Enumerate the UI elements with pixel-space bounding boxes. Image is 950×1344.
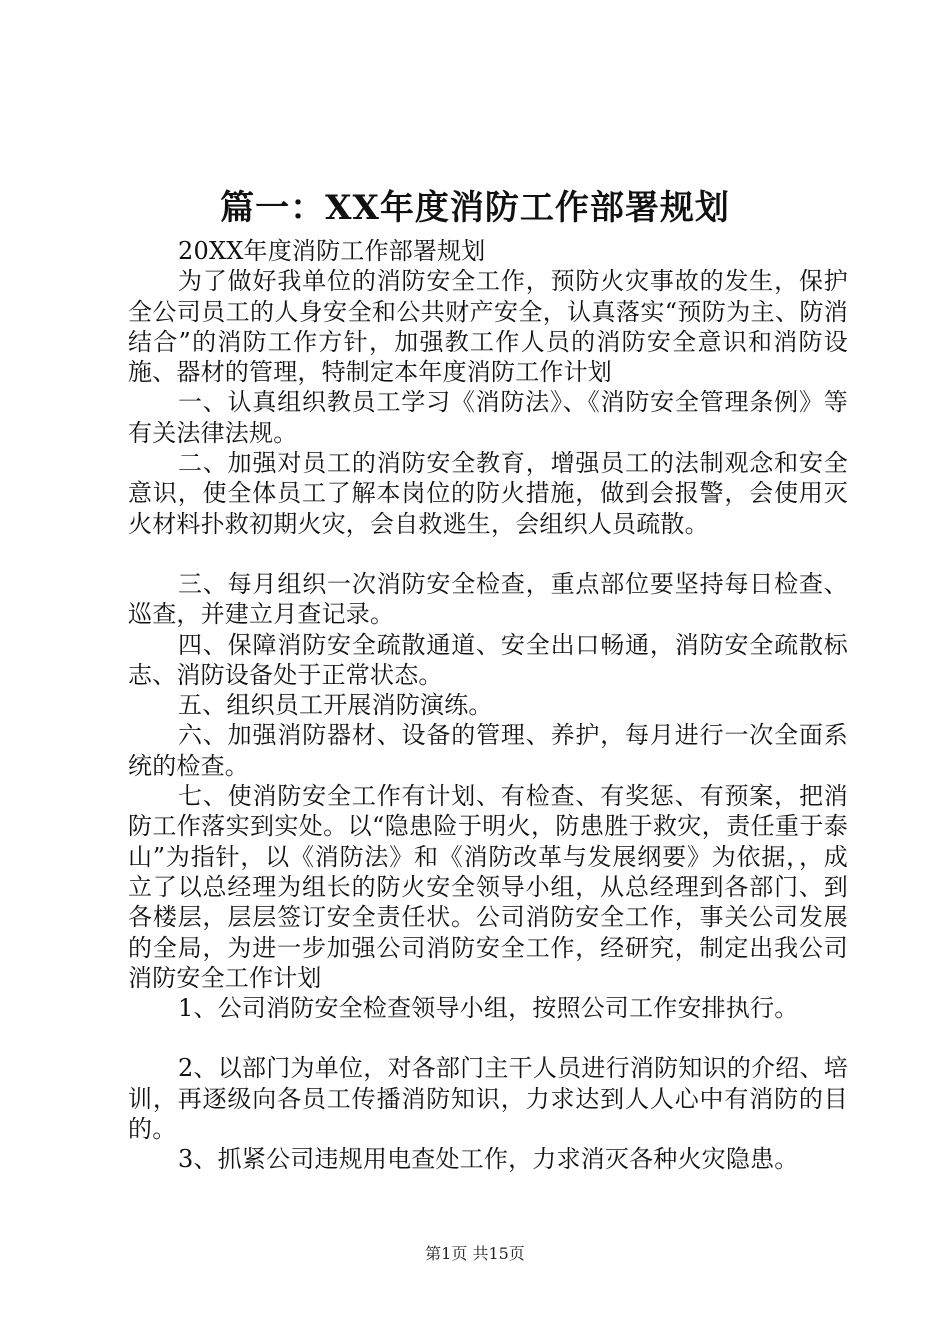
- item-5-paragraph: 五、组织员工开展消防演练。: [178, 691, 493, 720]
- plan-item-2-paragraph: 2、以部门为单位，对各部门主干人员进行消防知识的介绍、培训，再逐级向各员工传播消防知识，力求达到人人心中有消防的目的。: [128, 1054, 848, 1144]
- document-body: [128, 236, 848, 1175]
- item-1-paragraph: 一、认真组织教员工学习《消防法》、《消防安全管理条例》等有关法律法规。: [128, 388, 848, 447]
- item-6-paragraph: 六、加强消防器材、设备的管理、养护，每月进行一次全面系统的检查。: [128, 721, 848, 780]
- document-title: 篇一：XX年度消防工作部署规划: [220, 188, 730, 228]
- item-3-paragraph: 三、每月组织一次消防安全检查，重点部位要坚持每日检查、巡查，并建立月查记录。: [128, 569, 848, 629]
- item-4-paragraph: 四、保障消防安全疏散通道、安全出口畅通，消防安全疏散标志、消防设备处于正常状态。: [128, 630, 848, 689]
- item-7-paragraph: 七、使消防安全工作有计划、有检查、有奖惩、有预案，把消防工作落实到实处。以“隐患险于明火，防患胜于救灾，责任重于泰山”为指针，以《消防法》和《消防改革与发展纲要》为依据，，成立了以总经理为组长的防火安全领导小组，从总经理到各部门、到各楼层，层层签订安全责任状。公司消防安全工作，事关公司发展的全局，为进一步加强公司消防安全工作，经研究，制定出我公司消防安全工作计划: [128, 782, 848, 992]
- subtitle-paragraph: 20XX年度消防工作部署规划: [178, 237, 486, 265]
- plan-item-3-paragraph: 3、抓紧公司违规用电查处工作，力求消灭各种火灾隐患。: [178, 1145, 799, 1174]
- plan-item-1-paragraph: 1、公司消防安全检查领导小组，按照公司工作安排执行。: [178, 994, 799, 1023]
- item-2-paragraph: 二、加强对员工的消防安全教育，增强员工的法制观念和安全意识，使全体员工了解本岗位的防火措施，做到会报警，会使用灭火材料扑救初期火灾，会自救逃生，会组织人员疏散。: [128, 449, 848, 538]
- page-number-footer: 第1页 共15页: [425, 1244, 525, 1263]
- intro-paragraph: 为了做好我单位的消防安全工作，预防火灾事故的发生，保护全公司员工的人身安全和公共财产安全，认真落实“预防为主、防消结合”的消防工作方针，加强教工作人员的消防安全意识和消防设施、器材的管理，特制定本年度消防工作计划: [128, 267, 848, 387]
